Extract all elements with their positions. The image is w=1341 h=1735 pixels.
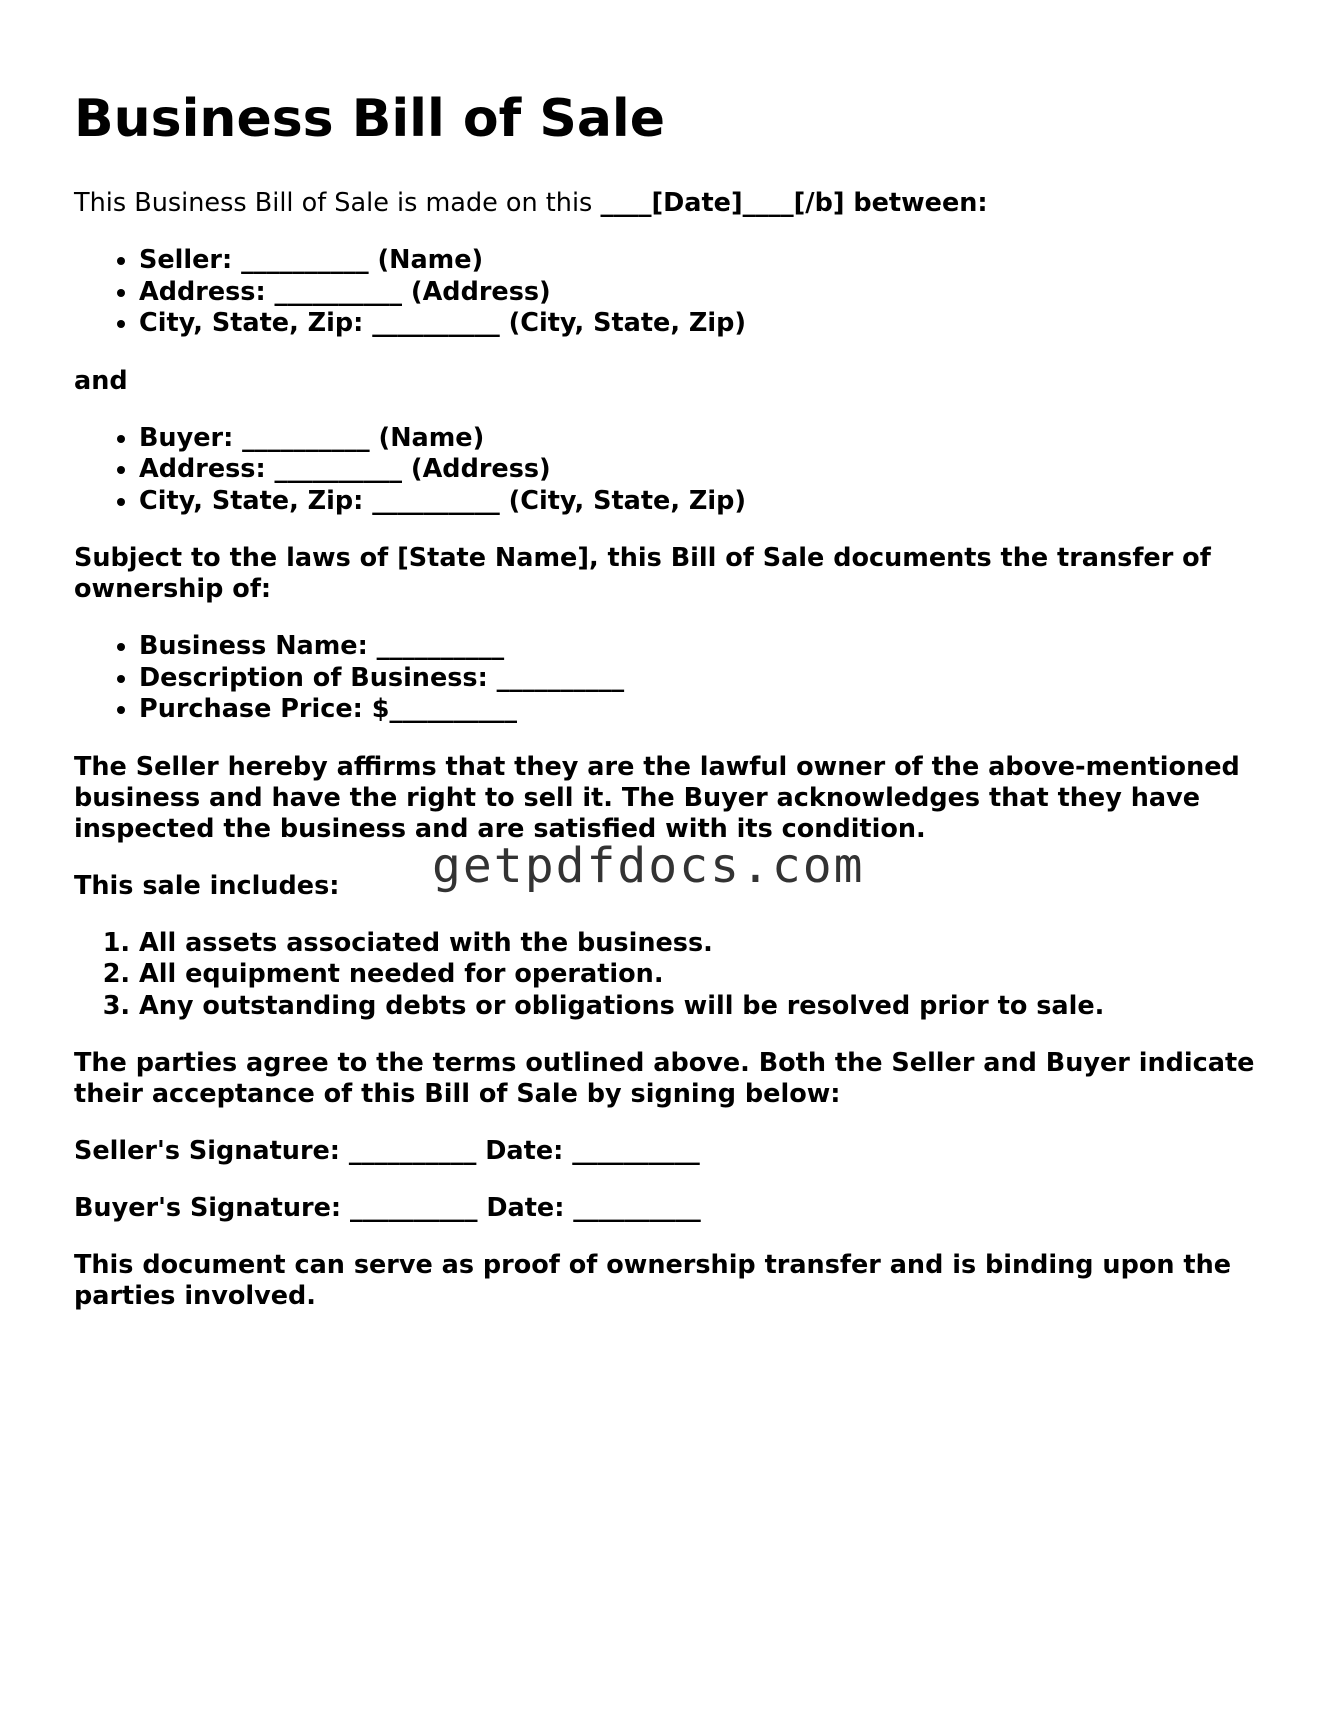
list-item: • Address: __________ (Address) (139, 277, 1274, 309)
list-item: • Purchase Price: $__________ (139, 694, 1274, 726)
subject-paragraph: Subject to the laws of [State Name], this Bill of Sale documents the transfer of ownership of: (74, 543, 1211, 604)
document-page (74, 88, 1274, 1338)
intro-lead: This Business Bill of Sale is made on this (74, 188, 601, 218)
and-separator: and (74, 365, 128, 396)
list-item: • Seller: __________ (Name) (139, 245, 1274, 277)
intro-date-clause: ____[Date]____[/b] between: (600, 188, 988, 218)
list-item: • Description of Business: __________ (139, 663, 1274, 695)
affirmation-paragraph: The Seller hereby affirms that they are the lawful owner of the above-mentioned business and have the right to sell it. The Buyer acknowledges that they have inspected the business and are satisfied with its condition. (74, 751, 1240, 844)
list-item: • City, State, Zip: __________ (City, State, Zip) (139, 486, 1274, 518)
includes-list (74, 928, 1274, 1023)
list-item: • Address: __________ (Address) (139, 454, 1274, 486)
list-item: • Buyer: __________ (Name) (139, 423, 1274, 455)
buyer-signature-line: Buyer's Signature: __________ Date: __________ (74, 1193, 701, 1223)
includes-heading: This sale includes: (74, 870, 340, 901)
list-item: 1. All assets associated with the business. (139, 928, 1274, 960)
list-item: • Business Name: __________ (139, 631, 1274, 663)
buyer-details-list (74, 423, 1274, 518)
list-item: 2. All equipment needed for operation. (139, 959, 1274, 991)
agreement-paragraph: The parties agree to the terms outlined above. Both the Seller and Buyer indicate their acceptance of this Bill of Sale by signing below: (74, 1048, 1255, 1109)
business-details-list (74, 631, 1274, 726)
list-item: 3. Any outstanding debts or obligations will be resolved prior to sale. (139, 991, 1274, 1023)
document-title: Business Bill of Sale (74, 89, 666, 149)
seller-details-list (74, 245, 1274, 340)
seller-signature-line: Seller's Signature: __________ Date: __________ (74, 1136, 700, 1166)
list-item: • City, State, Zip: __________ (City, State, Zip) (139, 308, 1274, 340)
intro-paragraph (74, 188, 1274, 219)
closing-paragraph: This document can serve as proof of ownership transfer and is binding upon the parties involved. (74, 1250, 1232, 1311)
watermark: getpdfdocs.com (432, 838, 865, 894)
